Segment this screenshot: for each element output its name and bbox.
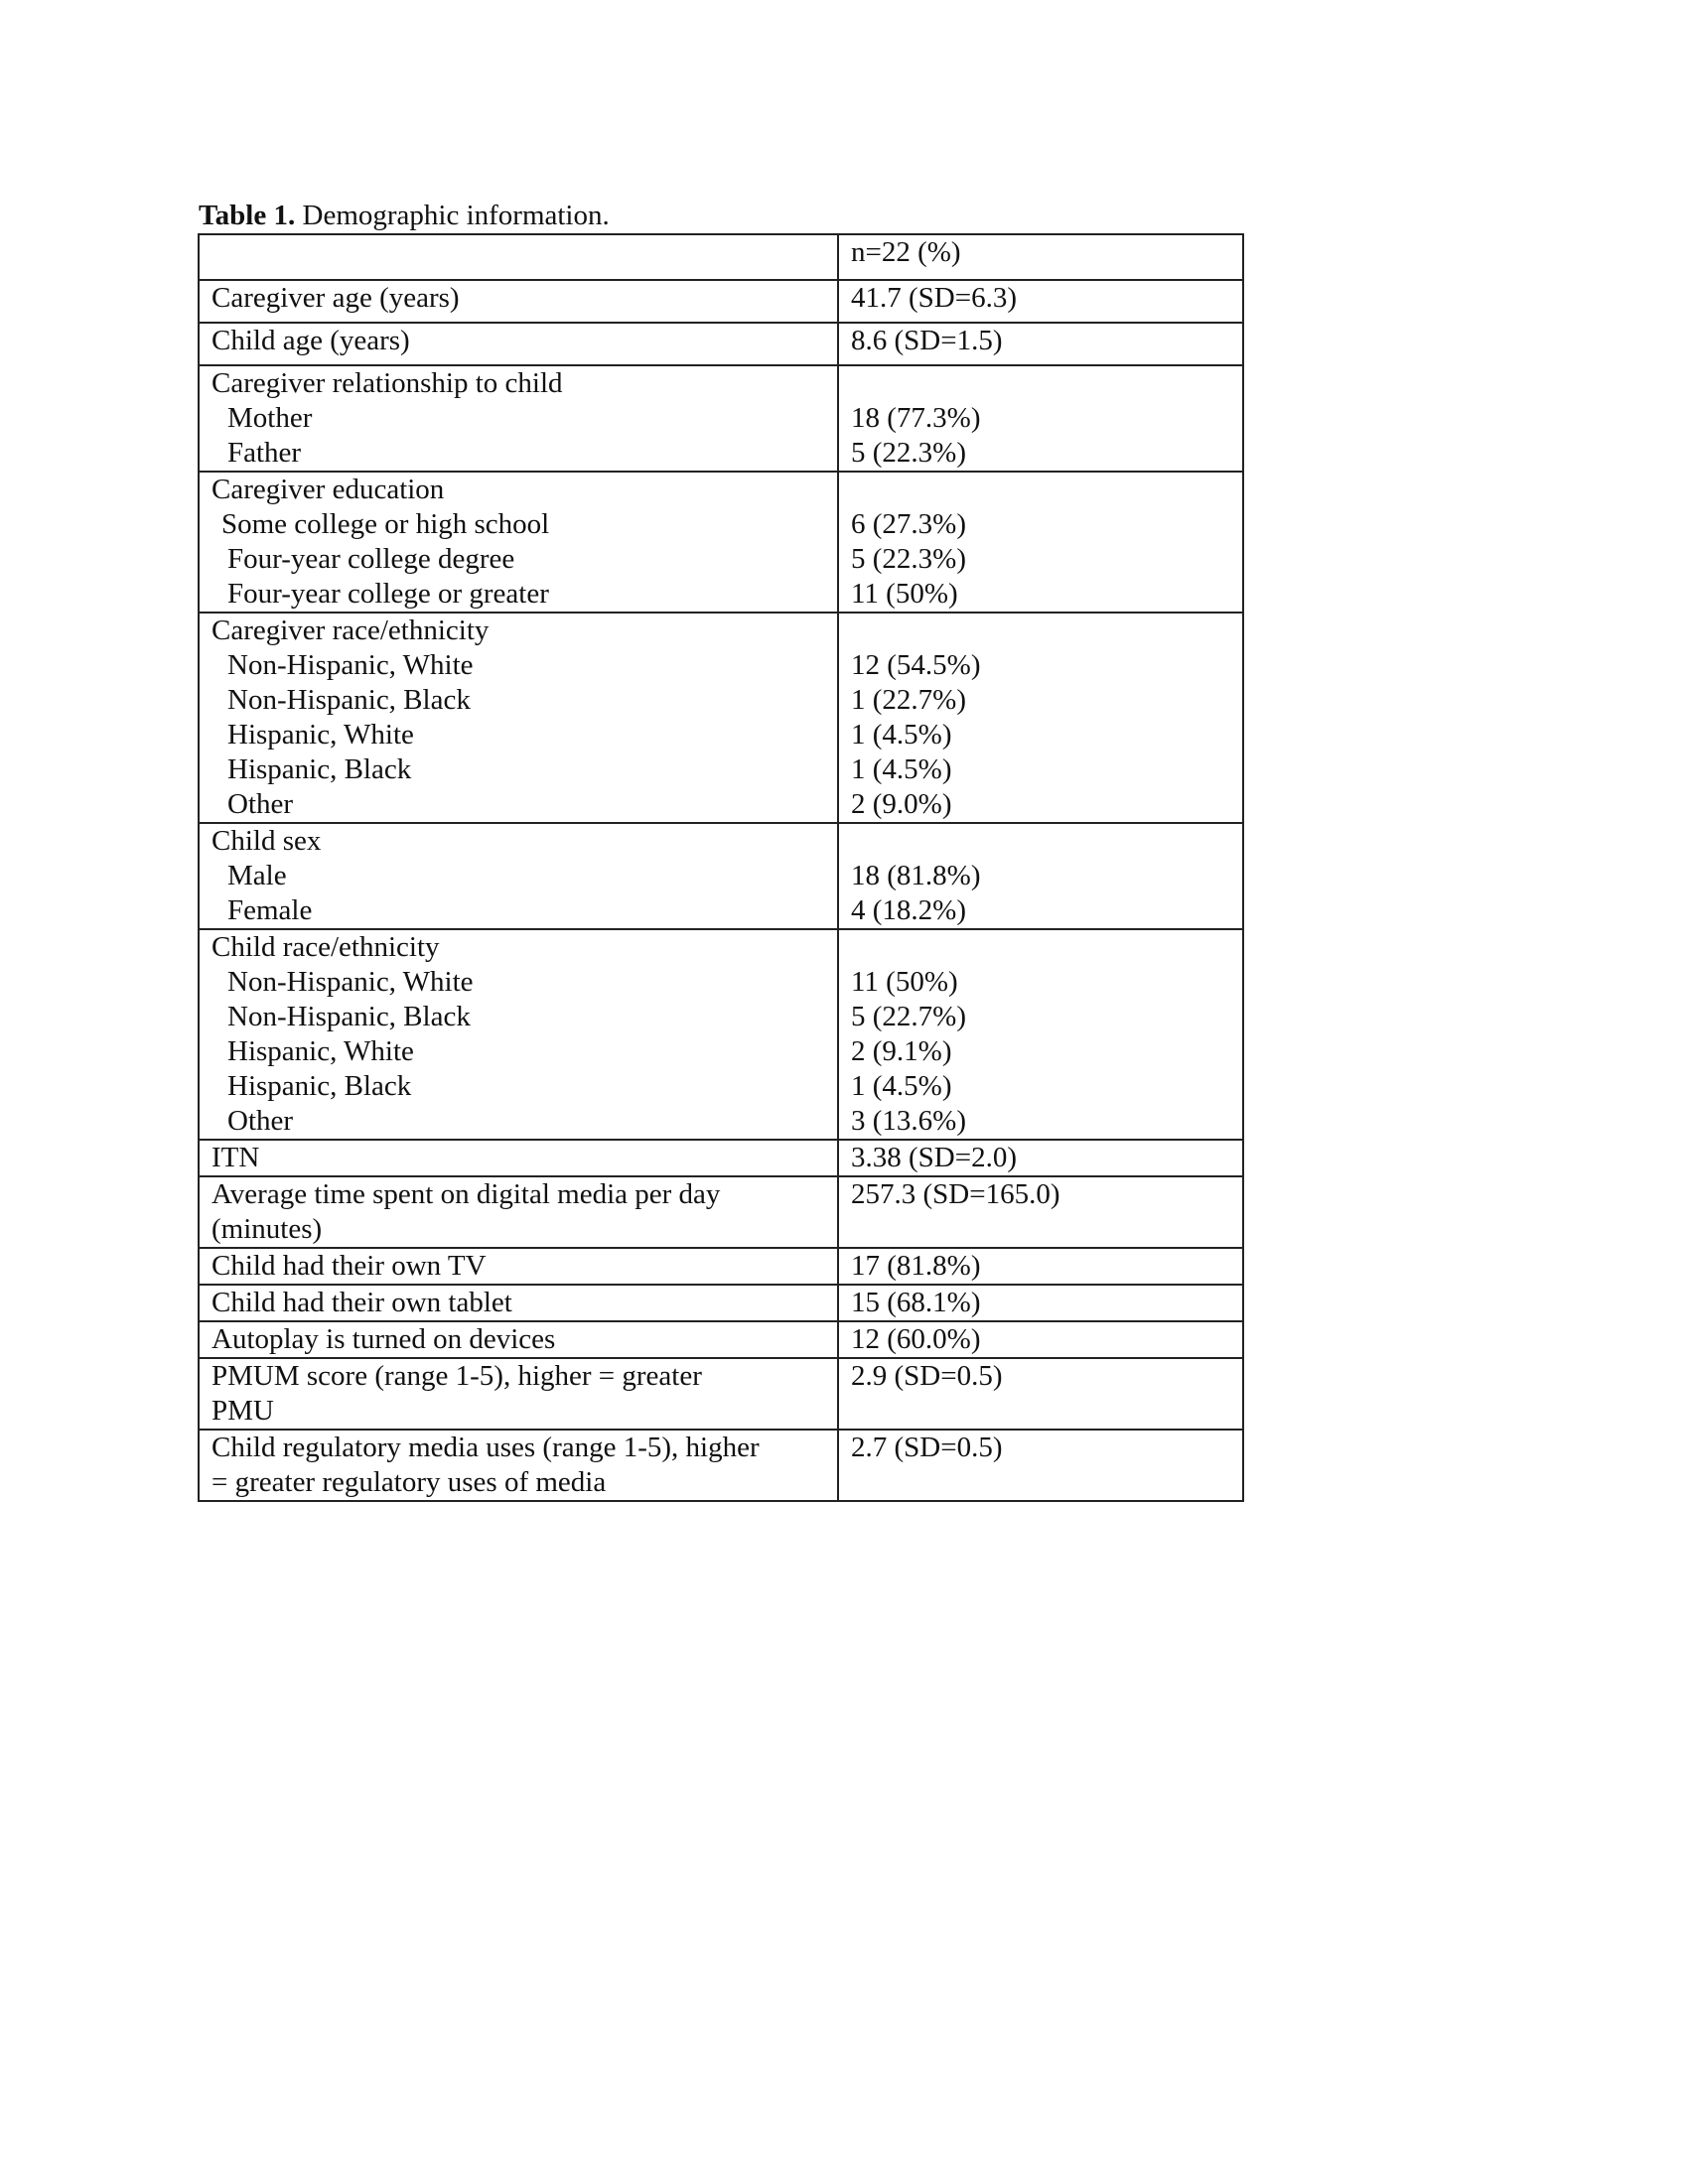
table-row	[199, 1140, 1243, 1176]
row-label-group	[199, 613, 838, 823]
header-value-cell: n=22 (%)	[838, 234, 1243, 280]
row-label: Caregiver age (years)	[199, 280, 838, 323]
row-label-line: Average time spent on digital media per day	[211, 1178, 721, 1210]
row-value: 3.38 (SD=2.0)	[838, 1140, 1243, 1176]
row-label-group	[199, 929, 838, 1140]
group-item-value: 12 (54.5%)	[851, 649, 981, 681]
table-number: Table 1.	[199, 200, 296, 231]
group-item-label: Other	[227, 788, 294, 820]
table-row	[199, 1430, 1243, 1501]
table-row	[199, 1358, 1243, 1430]
row-label: Child had their own tablet	[199, 1285, 838, 1321]
row-label: Child age (years)	[199, 323, 838, 365]
row-value-group	[838, 613, 1243, 823]
group-item-label: Female	[227, 894, 313, 926]
group-item-value: 2 (9.0%)	[851, 788, 952, 820]
group-item-value: 5 (22.7%)	[851, 1001, 966, 1032]
group-item-label: Hispanic, White	[227, 1035, 414, 1067]
group-item-value: 5 (22.3%)	[851, 543, 966, 575]
group-heading: Caregiver race/ethnicity	[211, 614, 490, 646]
group-item-label: Non-Hispanic, Black	[227, 1001, 471, 1032]
group-item-label: Four-year college degree	[227, 543, 515, 575]
table-row-group	[199, 929, 1243, 1140]
table-caption	[199, 198, 610, 233]
spacer	[851, 930, 1230, 965]
table-row-group	[199, 613, 1243, 823]
group-item-value: 11 (50%)	[851, 966, 958, 998]
group-item-label: Hispanic, Black	[227, 1070, 412, 1102]
group-item-label: Mother	[227, 402, 313, 434]
spacer	[851, 824, 1230, 859]
table-row	[199, 1285, 1243, 1321]
row-label-line: Child regulatory media uses (range 1-5), higher	[211, 1432, 760, 1463]
row-label-group	[199, 1176, 838, 1248]
group-item-label: Non-Hispanic, Black	[227, 684, 471, 716]
row-label-line: PMUM score (range 1-5), higher = greater	[211, 1360, 702, 1392]
group-item-value: 5 (22.3%)	[851, 437, 966, 469]
row-value-group	[838, 472, 1243, 613]
group-heading: Child sex	[211, 825, 322, 857]
group-item-value: 1 (22.7%)	[851, 684, 966, 716]
row-label: Child had their own TV	[199, 1248, 838, 1285]
row-label-group	[199, 365, 838, 472]
group-item-value: 2 (9.1%)	[851, 1035, 952, 1067]
table-row-group	[199, 472, 1243, 613]
group-item-value: 1 (4.5%)	[851, 753, 952, 785]
table-row-group	[199, 823, 1243, 929]
row-value: 41.7 (SD=6.3)	[838, 280, 1243, 323]
row-label-group	[199, 472, 838, 613]
group-item-value: 1 (4.5%)	[851, 1070, 952, 1102]
group-item-value: 11 (50%)	[851, 578, 958, 610]
row-label-group	[199, 823, 838, 929]
group-item-value: 1 (4.5%)	[851, 719, 952, 751]
row-value: 15 (68.1%)	[838, 1285, 1243, 1321]
group-heading: Caregiver relationship to child	[211, 367, 563, 399]
row-label: Autoplay is turned on devices	[199, 1321, 838, 1358]
group-item-label: Four-year college or greater	[227, 578, 549, 610]
demographic-table	[198, 233, 1244, 1502]
row-label-group	[199, 1430, 838, 1501]
group-item-label: Male	[227, 860, 287, 891]
spacer	[851, 614, 1230, 648]
row-label-line: PMU	[211, 1395, 274, 1427]
table-row-group	[199, 365, 1243, 472]
table-row	[199, 280, 1243, 323]
row-label-line: = greater regulatory uses of media	[211, 1466, 607, 1498]
group-item-label: Non-Hispanic, White	[227, 966, 474, 998]
row-value: 2.7 (SD=0.5)	[838, 1430, 1243, 1501]
row-label-group	[199, 1358, 838, 1430]
group-item-label: Some college or high school	[221, 508, 550, 540]
group-item-value: 18 (77.3%)	[851, 402, 981, 434]
table-row	[199, 1176, 1243, 1248]
spacer	[851, 473, 1230, 507]
row-value: 2.9 (SD=0.5)	[838, 1358, 1243, 1430]
group-item-value: 3 (13.6%)	[851, 1105, 966, 1137]
group-heading: Child race/ethnicity	[211, 931, 440, 963]
group-heading: Caregiver education	[211, 474, 445, 505]
table-header-row	[199, 234, 1243, 280]
row-value: 257.3 (SD=165.0)	[838, 1176, 1243, 1248]
group-item-value: 6 (27.3%)	[851, 508, 966, 540]
group-item-label: Non-Hispanic, White	[227, 649, 474, 681]
row-value: 8.6 (SD=1.5)	[838, 323, 1243, 365]
table-title: Demographic information.	[302, 200, 610, 231]
row-label-line: (minutes)	[211, 1213, 323, 1245]
row-label: ITN	[199, 1140, 838, 1176]
row-value: 17 (81.8%)	[838, 1248, 1243, 1285]
group-item-label: Hispanic, Black	[227, 753, 412, 785]
row-value-group	[838, 365, 1243, 472]
group-item-label: Other	[227, 1105, 294, 1137]
header-empty-cell	[199, 234, 838, 280]
group-item-value: 4 (18.2%)	[851, 894, 966, 926]
table-row	[199, 1321, 1243, 1358]
spacer	[851, 366, 1230, 401]
table-row	[199, 323, 1243, 365]
group-item-value: 18 (81.8%)	[851, 860, 981, 891]
row-value: 12 (60.0%)	[838, 1321, 1243, 1358]
group-item-label: Hispanic, White	[227, 719, 414, 751]
group-item-label: Father	[227, 437, 302, 469]
row-value-group	[838, 823, 1243, 929]
table-row	[199, 1248, 1243, 1285]
row-value-group	[838, 929, 1243, 1140]
